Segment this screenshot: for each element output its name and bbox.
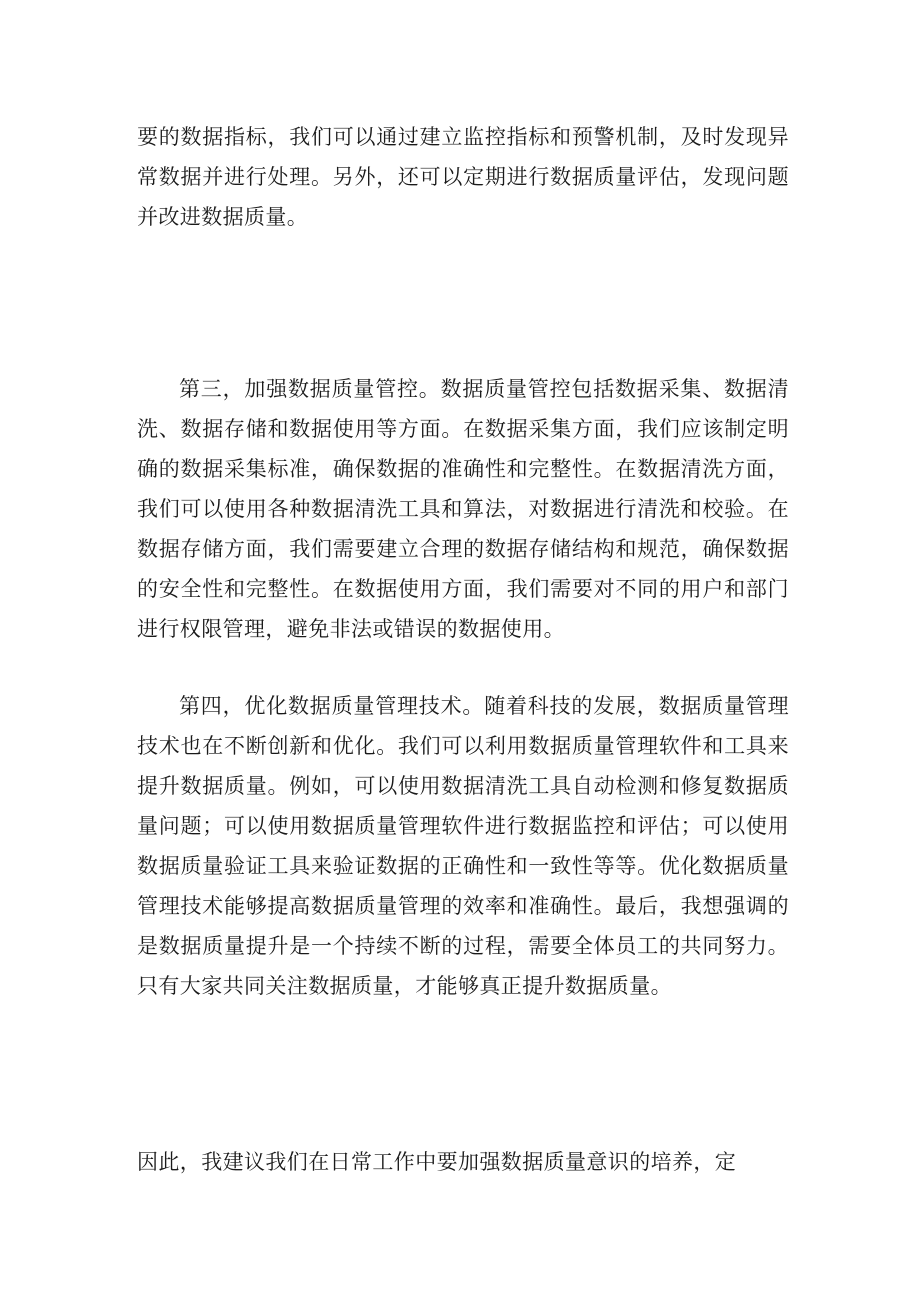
paragraph-fourth-point: 第四，优化数据质量管理技术。随着科技的发展，数据质量管理技术也在不断创新和优化。我们可以利用数据质量管理软件和工具来提升数据质量。例如，可以使用数据清洗工具自动检测和修复数据质量问题；可以使用数据质量管理软件进行数据监控和评估；可以使用数据质量验证工具来验证数据的正确性和一致性等等。优化数据质量管理技术能够提高数据质量管理的效率和准确性。最后，我想强调的是数据质量提升是一个持续不断的过程，需要全体员工的共同努力。只有大家共同关注数据质量，才能够真正提升数据质量。 <box>137 694 789 998</box>
paragraph-continuation: 要的数据指标，我们可以通过建立监控指标和预警机制，及时发现异常数据并进行处理。另外，还可以定期进行数据质量评估，发现问题并改进数据质量。 <box>137 125 789 229</box>
paragraph-conclusion: 因此，我建议我们在日常工作中要加强数据质量意识的培养，定 <box>137 1150 737 1174</box>
paragraph-third-point: 第三，加强数据质量管控。数据质量管控包括数据采集、数据清洗、数据存储和数据使用等方面。在数据采集方面，我们应该制定明确的数据采集标准，确保数据的准确性和完整性。在数据清洗方面，我们可以使用各种数据清洗工具和算法，对数据进行清洗和校验。在数据存储方面，我们需要建立合理的数据存储结构和规范，确保数据的安全性和完整性。在数据使用方面，我们需要对不同的用户和部门进行权限管理，避免非法或错误的数据使用。 <box>137 377 789 641</box>
